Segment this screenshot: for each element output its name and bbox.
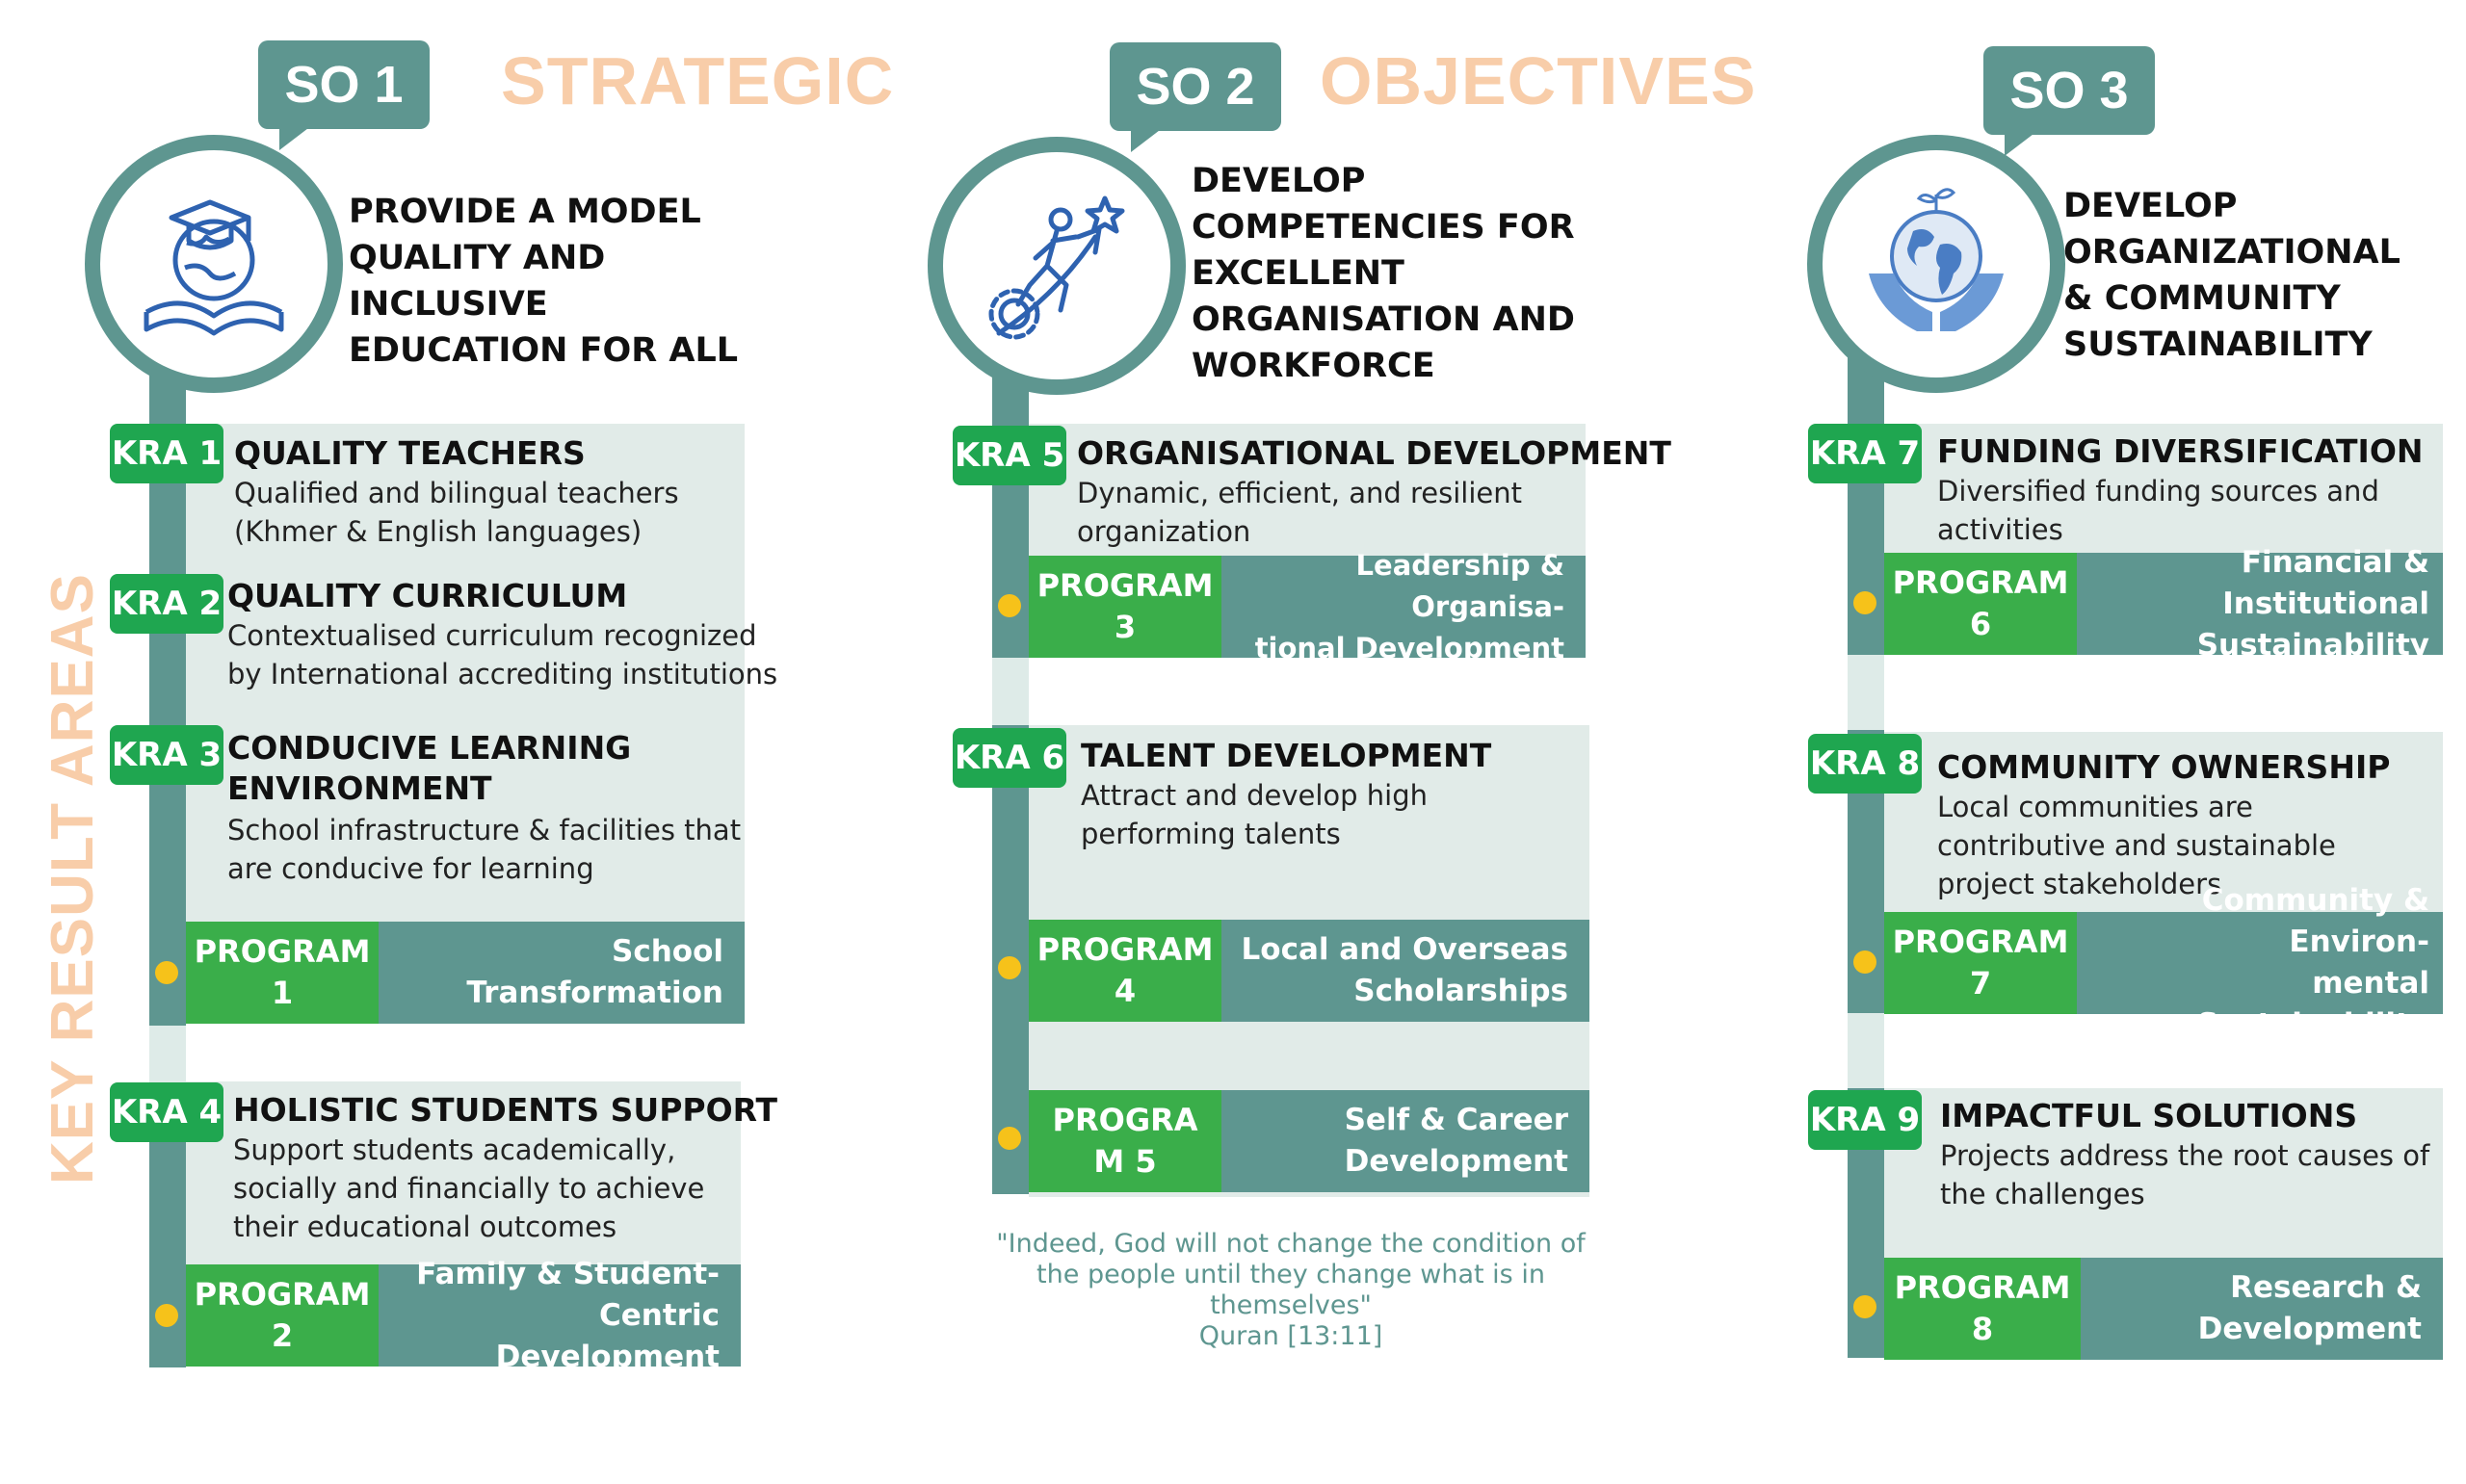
program7-name: Community & Environ- mental Sustainability — [2077, 912, 2443, 1014]
program5-label: PROGRA M 5 — [1029, 1090, 1221, 1192]
kra1-tag: KRA 1 — [110, 424, 223, 483]
so2-title: DEVELOP COMPETENCIES FOR EXCELLENT ORGANISATION AND WORKFORCE — [1192, 162, 1575, 385]
program2-label: PROGRAM 2 — [186, 1264, 379, 1367]
kra1-desc: Qualified and bilingual teachers (Khmer & English languages) — [234, 477, 679, 548]
kra2-title: QUALITY CURRICULUM — [227, 577, 628, 614]
heading-objectives: OBJECTIVES — [1320, 43, 1757, 118]
so3-stem-gap-2 — [1848, 1013, 1884, 1088]
so2-tag: SO 2 — [1110, 42, 1281, 131]
program1-label: PROGRAM 1 — [186, 922, 379, 1024]
program2 — [186, 1256, 741, 1374]
so3-title: DEVELOP ORGANIZATIONAL & COMMUNITY SUSTAINABILITY — [2063, 187, 2400, 364]
kra6-title: TALENT DEVELOPMENT — [1081, 737, 1492, 774]
kra6-desc: Attract and develop high performing talents — [1081, 779, 1428, 850]
program2-name: Family & Student- Centric Development — [379, 1264, 741, 1367]
so2-icon-circle — [928, 137, 1186, 395]
program6-name: Financial & Institutional Sustainability — [2077, 553, 2443, 655]
key-result-areas-label: KEY RESULT AREAS — [39, 573, 106, 1185]
heading-strategic: STRATEGIC — [501, 43, 895, 118]
program8-dot — [1853, 1295, 1876, 1318]
so1-stem-gap — [149, 1026, 186, 1083]
program4-dot — [998, 956, 1021, 979]
program1-dot — [155, 961, 178, 984]
kra4-desc: Support students academically, socially and financially to achieve their educational outcomes — [233, 1133, 705, 1243]
kra3-desc: School infrastructure & facilities that are conducive for learning — [227, 814, 742, 885]
program8 — [1884, 1258, 2443, 1360]
program3-dot — [998, 594, 1021, 617]
hands-holding-globe-icon — [1840, 168, 2033, 360]
so3-stem-gap-1 — [1848, 655, 1884, 730]
kra7-title: FUNDING DIVERSIFICATION — [1937, 432, 2424, 470]
kra3-title: CONDUCIVE LEARNING ENVIRONMENT — [227, 729, 632, 807]
program1-name: School Transformation — [379, 922, 745, 1024]
quran-quote: "Indeed, God will not change the condition of the people until they change what is in themselves" Quran [13:11] — [996, 1229, 1586, 1351]
program5-dot — [998, 1127, 1021, 1150]
kra9-title: IMPACTFUL SOLUTIONS — [1940, 1097, 2358, 1134]
kra7-desc: Diversified funding sources and activities — [1937, 475, 2379, 546]
program8-name: Research & Development — [2081, 1258, 2443, 1360]
program5-name: Self & Career Development — [1221, 1090, 1589, 1192]
kra4-title: HOLISTIC STUDENTS SUPPORT — [233, 1091, 778, 1129]
kra9-tag: KRA 9 — [1808, 1090, 1922, 1150]
so2-stem-gap — [992, 658, 1029, 725]
program7-label: PROGRAM 7 — [1884, 912, 2077, 1014]
program6-label: PROGRAM 6 — [1884, 553, 2077, 655]
program3 — [1029, 548, 1586, 664]
kra2-desc: Contextualised curriculum recognized by International accrediting institutions — [227, 619, 778, 690]
kra5-tag: KRA 5 — [953, 426, 1066, 485]
program3-name: Leadership & Organisa- tional Development — [1221, 556, 1586, 658]
program4 — [1029, 920, 1589, 1022]
program4-label: PROGRAM 4 — [1029, 920, 1221, 1022]
program6-dot — [1853, 591, 1876, 614]
program3-label: PROGRAM 3 — [1029, 556, 1221, 658]
program7-dot — [1853, 950, 1876, 974]
kra9-desc: Projects address the root causes of the challenges — [1940, 1139, 2430, 1211]
kra8-desc: Local communities are contributive and sustainable project stakeholders — [1937, 791, 2336, 900]
kra5-title: ORGANISATIONAL DEVELOPMENT — [1077, 434, 1671, 472]
program5 — [1029, 1090, 1589, 1192]
so3-tag: SO 3 — [1983, 46, 2155, 135]
kra1-title: QUALITY TEACHERS — [234, 434, 586, 472]
kra7-tag: KRA 7 — [1808, 424, 1922, 483]
program6 — [1884, 544, 2443, 663]
kra8-tag: KRA 8 — [1808, 734, 1922, 794]
so3-icon-circle — [1807, 135, 2065, 393]
kra8-title: COMMUNITY OWNERSHIP — [1937, 748, 2391, 786]
program1 — [186, 922, 745, 1024]
kra6-tag: KRA 6 — [953, 728, 1066, 788]
kra2-tag: KRA 2 — [110, 574, 223, 634]
program4-name: Local and Overseas Scholarships — [1221, 920, 1589, 1022]
so1-tag: SO 1 — [258, 40, 430, 129]
kra4-tag: KRA 4 — [110, 1082, 223, 1142]
program7 — [1884, 883, 2443, 1042]
program8-label: PROGRAM 8 — [1884, 1258, 2081, 1360]
graduation-globe-book-icon — [118, 168, 310, 360]
so1-icon-circle — [85, 135, 343, 393]
climbing-person-gear-star-icon — [960, 169, 1153, 362]
kra3-tag: KRA 3 — [110, 725, 223, 785]
kra5-desc: Dynamic, efficient, and resilient organization — [1077, 477, 1523, 548]
so1-title: PROVIDE A MODEL QUALITY AND INCLUSIVE EDUCATION FOR ALL — [349, 193, 739, 370]
program2-dot — [155, 1304, 178, 1327]
